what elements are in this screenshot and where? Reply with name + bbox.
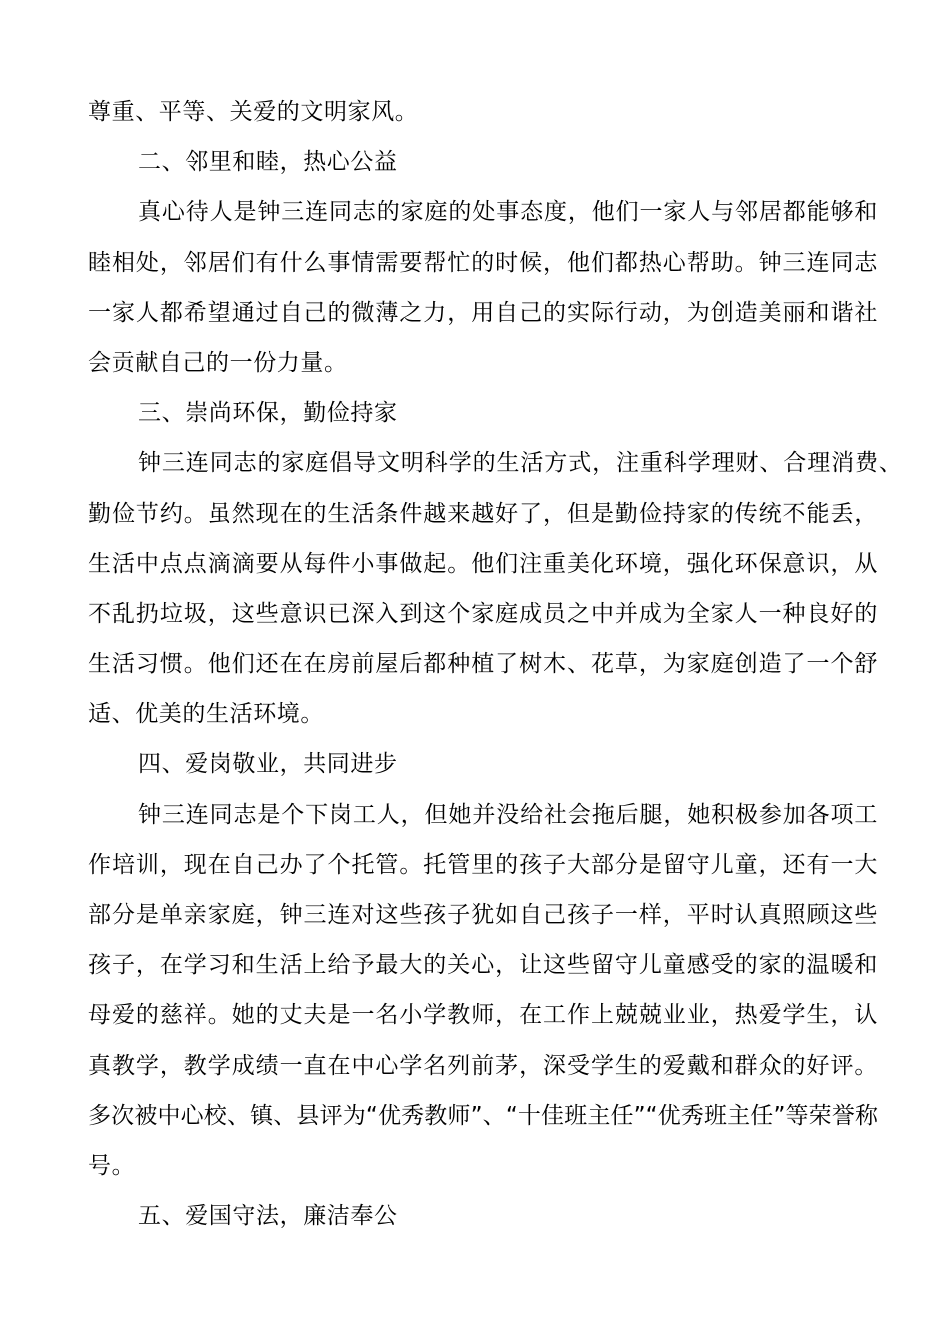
paragraph-line: 生活中点点滴滴要从每件小事做起。他们注重美化环境，强化环保意识，从 (88, 550, 878, 577)
paragraph-line: 多次被中心校、镇、县评为“优秀教师”、“十佳班主任”“优秀班主任”等荣誉称 (88, 1102, 878, 1129)
document-page (88, 87, 903, 1241)
paragraph-line: 睦相处，邻居们有什么事情需要帮忙的时候，他们都热心帮助。钟三连同志 (88, 249, 878, 276)
paragraph-line: 勤俭节约。虽然现在的生活条件越来越好了，但是勤俭持家的传统不能丢， (88, 500, 878, 527)
paragraph-line: 尊重、平等、关爱的文明家风。 (88, 99, 419, 125)
paragraph-line: 母爱的慈祥。她的丈夫是一名小学教师，在工作上兢兢业业，热爱学生，认 (88, 1002, 878, 1029)
paragraph-line: 作培训，现在自己办了个托管。托管里的孩子大部分是留守儿童，还有一大 (88, 851, 878, 878)
paragraph-line: 真教学，教学成绩一直在中心学名列前茅，深受学生的爱戴和群众的好评。 (88, 1052, 878, 1079)
paragraph-line: 适、优美的生活环境。 (88, 701, 324, 728)
section-heading-4: 四、爱岗敬业，共同进步 (138, 751, 398, 778)
section-heading-5: 五、爱国守法，廉洁奉公 (138, 1203, 398, 1230)
paragraph-line: 号。 (88, 1152, 136, 1179)
paragraph-line: 真心待人是钟三连同志的家庭的处事态度，他们一家人与邻居都能够和 (138, 199, 878, 226)
paragraph-line: 钟三连同志的家庭倡导文明科学的生活方式，注重科学理财、合理消费、 (138, 450, 903, 477)
section-heading-2: 二、邻里和睦，热心公益 (138, 149, 398, 176)
paragraph-line: 一家人都希望通过自己的微薄之力，用自己的实际行动，为创造美丽和谐社 (88, 299, 878, 326)
section-heading-3: 三、崇尚环保，勤俭持家 (138, 400, 398, 427)
paragraph-line: 钟三连同志是个下岗工人，但她并没给社会拖后腿，她积极参加各项工 (138, 801, 878, 828)
paragraph-line: 会贡献自己的一份力量。 (88, 349, 348, 376)
paragraph-line: 生活习惯。他们还在在房前屋后都种植了树木、花草，为家庭创造了一个舒 (88, 651, 878, 678)
paragraph-line: 部分是单亲家庭，钟三连对这些孩子犹如自己孩子一样，平时认真照顾这些 (88, 902, 878, 928)
paragraph-line: 孩子，在学习和生活上给予最大的关心，让这些留守儿童感受的家的温暖和 (88, 952, 878, 979)
paragraph-line: 不乱扔垃圾，这些意识已深入到这个家庭成员之中并成为全家人一种良好的 (88, 600, 878, 627)
